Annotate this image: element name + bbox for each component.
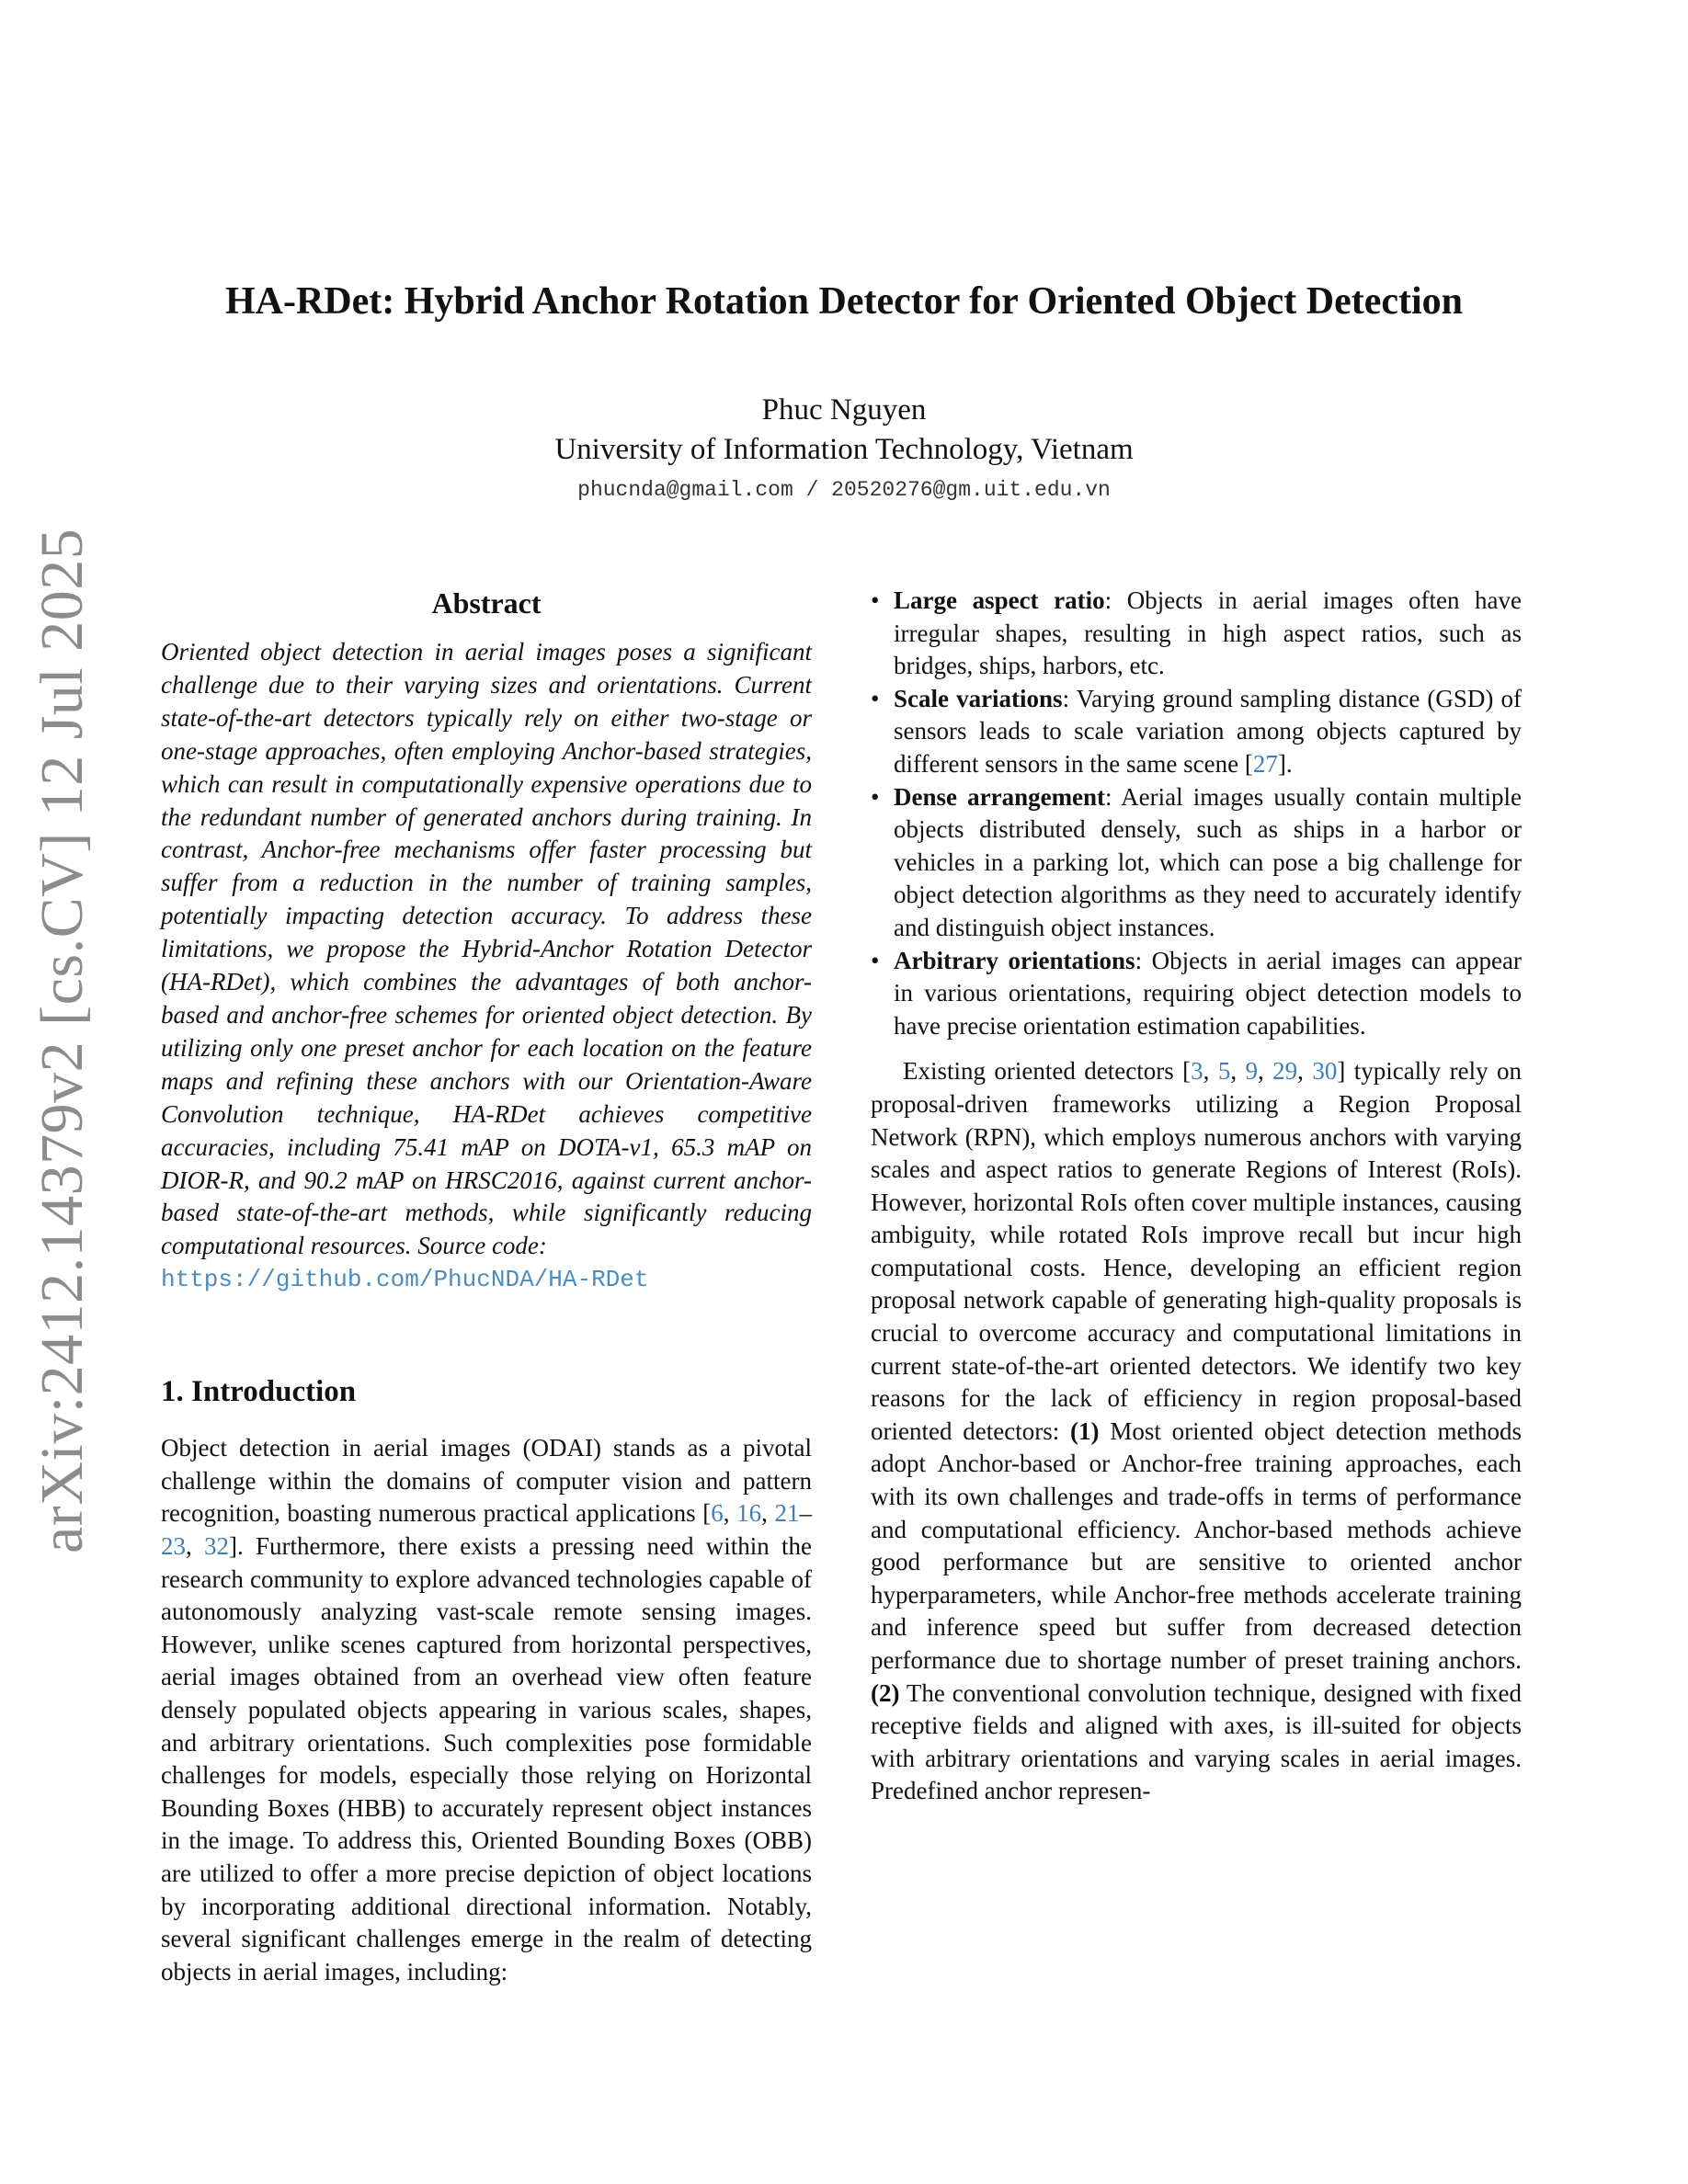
list-item [871, 585, 1522, 683]
citation-separator: , [1297, 1057, 1313, 1086]
citation-link[interactable]: 29 [1272, 1057, 1298, 1086]
citation-link[interactable]: 5 [1217, 1057, 1231, 1086]
challenge-text: ]. [1277, 749, 1293, 778]
challenge-term: Scale variations [894, 684, 1063, 712]
citation-link[interactable]: 9 [1245, 1057, 1258, 1086]
citation-separator: , [1203, 1057, 1218, 1086]
citation-link[interactable]: 21 [774, 1499, 800, 1528]
challenge-list [871, 585, 1522, 1042]
left-column [161, 579, 812, 1988]
citation-link[interactable]: 16 [736, 1499, 762, 1528]
abstract-body: Oriented object detection in aerial images poses a significant challenge due to their varying sizes and orientations. Current state-of-the-art detectors typically rely on either two-stage or one-stage approaches, often employing Anchor-based strategies, which can result in computationally expensive operations due to the redundant number of generated anchors during training. In contrast, Anchor-free mechanisms offer faster processing but suffer from a reduction in the number of training samples, potentially impacting detection accuracy. To address these limitations, we propose the Hybrid-Anchor Rotation Detector (HA-RDet), which combines the advantages of both anchor-based and anchor-free schemes for oriented object detection. By utilizing only one preset anchor for each location on the feature maps and refining these anchors with our Orientation-Aware Convolution technique, HA-RDet achieves competitive accuracies, including 75.41 mAP on DOTA-v1, 65.3 mAP on DIOR-R, and 90.2 mAP on HRSC2016, against current anchor-based state-of-the-art methods, while significantly reducing computational resources. Source code: [161, 638, 812, 1260]
bullet-icon: • [871, 586, 880, 614]
intro-text: Most oriented object detection methods adopt Anchor-based or Anchor-free training approaches, each with its own challenges and trade-offs in terms of performance and computational efficiency. Anchor-based methods achieve good performance but are sensitive to oriented anchor hyperparameters, while Anchor-free methods accelerate training and inference speed but suffer from decreased detection performance due to shortage number of preset training anchors. [871, 1416, 1522, 1674]
source-code-link[interactable]: https://github.com/PhucNDA/HA-RDet [161, 1266, 649, 1294]
section-heading-introduction: 1. Introduction [161, 1375, 357, 1409]
intro-paragraph-2 [871, 1055, 1522, 1808]
list-item [871, 781, 1522, 945]
citation-link[interactable]: 32 [204, 1532, 230, 1560]
challenge-text: : Varying ground sampling distance (GSD) of sensors leads to scale variation among objects captured by different sensors in the same scene [ [894, 684, 1522, 778]
author-name: Phuc Nguyen [761, 393, 927, 427]
citation-separator: , [1258, 1057, 1273, 1086]
abstract-heading: Abstract [431, 586, 542, 620]
author-email: phucnda@gmail.com / 20520276@gm.uit.edu.vn [577, 478, 1111, 502]
intro-text: The conventional convolution technique, designed with fixed receptive fields and aligned with axes, is ill-suited for objects with arbitrary orientations and varying scales in aerial images. Predefined anchor represen- [871, 1678, 1522, 1805]
list-item [871, 683, 1522, 781]
challenge-text: : Objects in aerial images often have irregular shapes, resulting in high aspect ratios, such as bridges, ships, harbors, etc. [894, 586, 1522, 680]
intro-paragraph-1 [161, 1432, 812, 1988]
intro-text: ]. Furthermore, there exists a pressing need within the research community to explore advanced technologies capable of autonomously analyzing vast-scale remote sensing images. However, unlike scenes captured from horizontal perspectives, aerial images obtained from an overhead view often feature densely populated objects appearing in various scales, shapes, and arbitrary orientations. Such complexities pose formidable challenges for models, especially those relying on Horizontal Bounding Boxes (HBB) to accurately represent object instances in the image. To address this, Oriented Bounding Boxes (OBB) are utilized to offer a more precise depiction of object locations by incorporating additional directional information. Notably, several significant challenges emerge in the realm of detecting objects in aerial images, including: [161, 1532, 812, 1985]
citation-link[interactable]: 30 [1312, 1057, 1338, 1086]
reason-marker: (1) [1070, 1416, 1100, 1445]
citation-separator: , [1230, 1057, 1246, 1086]
citation-separator: , [186, 1532, 205, 1560]
citation-link[interactable]: 6 [711, 1499, 724, 1528]
bullet-icon: • [871, 782, 880, 811]
challenge-text: : Objects in aerial images can appear in various orientations, requiring object detection models to have precise orientation estimation capabilities. [894, 946, 1522, 1040]
paper-title: HA-RDet: Hybrid Anchor Rotation Detector for Oriented Object Detection [224, 280, 1464, 323]
citation-separator: – [799, 1499, 813, 1528]
challenge-term: Arbitrary orientations [894, 946, 1135, 974]
abstract-text [161, 636, 812, 1296]
intro-text: Object detection in aerial images (ODAI) stands as a pivotal challenge within the domains of computer vision and pattern recognition, boasting numerous practical applications [ [161, 1434, 812, 1528]
intro-text: Existing oriented detectors [ [903, 1057, 1192, 1086]
author-affiliation: University of Information Technology, Vietnam [554, 433, 1134, 466]
citation-link[interactable]: 3 [1191, 1057, 1203, 1086]
challenge-term: Dense arrangement [894, 782, 1106, 811]
citation-link[interactable]: 23 [161, 1532, 186, 1560]
challenge-text: : Aerial images usually contain multiple objects distributed densely, such as ships in a harbor or vehicles in a parking lot, which can pose a big challenge for object detection algorithms as they need to accurately identify and distinguish object instances. [894, 782, 1522, 941]
citation-link[interactable]: 27 [1252, 749, 1278, 778]
citation-separator: , [723, 1499, 737, 1528]
reason-marker: (2) [871, 1678, 900, 1707]
challenge-term: Large aspect ratio [894, 586, 1105, 614]
arxiv-stamp: arXiv:2412.14379v2 [cs.CV] 12 Jul 2025 [29, 528, 96, 1553]
right-column [871, 585, 1522, 1808]
bullet-icon: • [871, 684, 880, 712]
list-item [871, 945, 1522, 1043]
citation-separator: , [761, 1499, 775, 1528]
intro-text: ] typically rely on proposal-driven frameworks utilizing a Region Proposal Network (RPN), which employs numerous anchors with varying scales and aspect ratios to generate Regions of Interest (RoIs). However, horizontal RoIs often cover multiple instances, causing ambiguity, while rotated RoIs improve recall but incur high computational costs. Hence, developing an efficient region proposal network capable of generating high-quality proposals is crucial to overcome accuracy and computational limitations in current state-of-the-art oriented detectors. We identify two key reasons for the lack of efficiency in region proposal-based oriented detectors: [871, 1057, 1523, 1445]
bullet-icon: • [871, 946, 880, 974]
author-block [0, 390, 1688, 511]
